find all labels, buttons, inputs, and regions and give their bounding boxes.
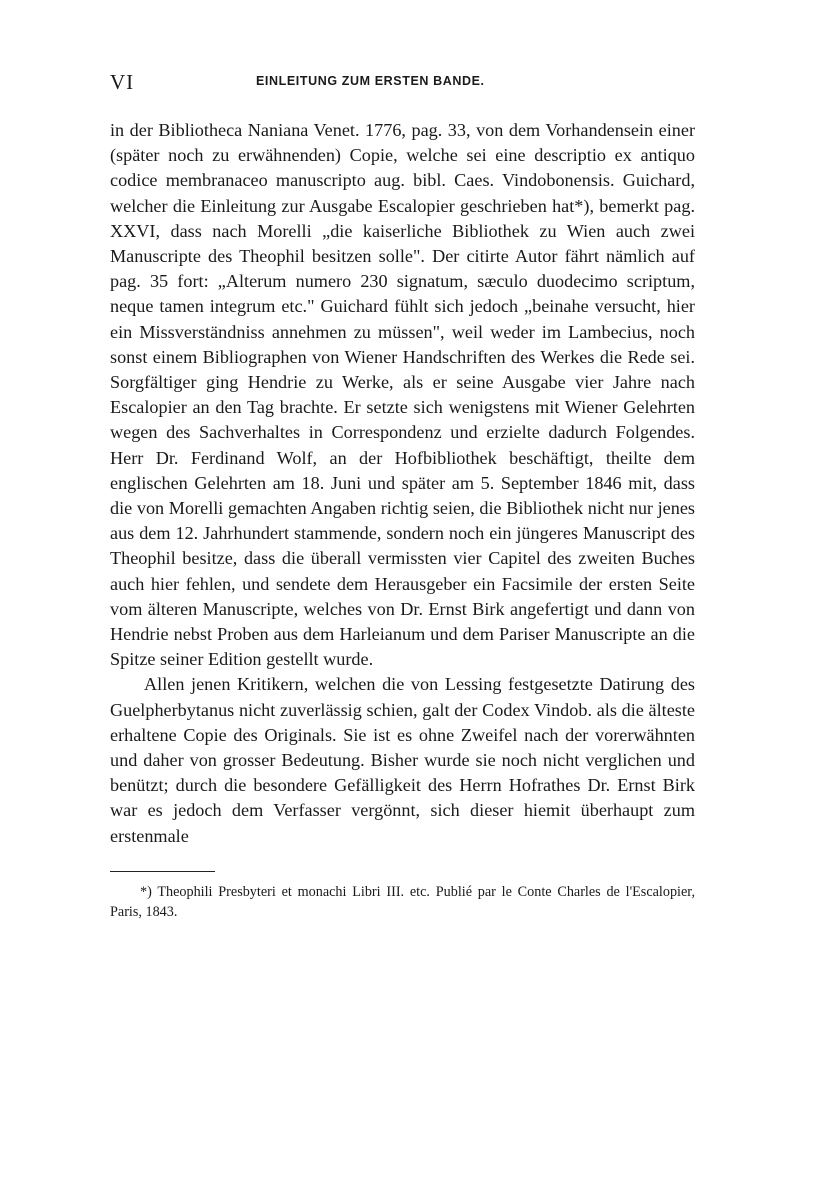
running-head: EINLEITUNG ZUM ERSTEN BANDE.: [256, 74, 485, 88]
footnote: *) Theophili Presbyteri et monachi Libri III. etc. Publié par le Conte Charles de l'Escalopier, Paris, 1843.: [110, 883, 695, 920]
page-number: VI: [110, 70, 135, 94]
paragraph-1: in der Bibliotheca Naniana Venet. 1776, pag. 33, von dem Vorhandensein einer (später noch zu erwähnenden) Copie, welche sei eine descriptio ex antiquo codice membranaceo manuscripto aug. bibl. Caes. Vindobonensis. Guichard, welcher die Einleitung zur Ausgabe Escalopier geschrieben hat*), bemerkt pag. XXVI, dass nach Morelli „die kaiserliche Bibliothek zu Wien auch zwei Manuscripte des Theophil besitzen solle". Der citirte Autor fährt nämlich auf pag. 35 fort: „Alterum numero 230 signatum, sæculo duodecimo scriptum, neque tamen integrum etc." Guichard fühlt sich jedoch „beinahe versucht, hier ein Missverständniss annehmen zu müssen", weil weder im Lambecius, noch sonst einem Bibliographen von Wiener Handschriften des Werkes die Rede sei. Sorgfältiger ging Hendrie zu Werke, als er seine Ausgabe vier Jahre nach Escalopier an den Tag brachte. Er setzte sich wenigstens mit Wiener Gelehrten wegen des Sachverhaltes in Correspondenz und erzielte dadurch Folgendes. Herr Dr. Ferdinand Wolf, an der Hofbibliothek beschäftigt, theilte dem englischen Gelehrten am 18. Juni und später am 5. September 1846 mit, dass die von Morelli gemachten Angaben richtig seien, die Bibliothek nicht nur jenes aus dem 12. Jahrhundert stammende, sondern noch ein jüngeres Manuscript des Theophil besitze, dass die überall vermissten vier Capitel des zweiten Buches auch hier fehlen, und sendete dem Herausgeber ein Facsimile der ersten Seite vom älteren Manuscripte, welches von Dr. Ernst Birk angefertigt und dann von Hendrie nebst Proben aus dem Harleianum und dem Pariser Manuscripte an die Spitze seiner Edition gestellt wurde.: [110, 120, 695, 670]
paragraph-2: Allen jenen Kritikern, welchen die von Lessing festgesetzte Datirung des Guelpherbytanus nicht zuverlässig schien, galt der Codex Vindob. als die älteste erhaltene Copie des Originals. Sie ist es ohne Zweifel nach der vorerwähnten und daher von grosser Bedeutung. Bisher wurde sie noch nicht verglichen und benützt; durch die besondere Gefälligkeit des Herrn Hofrathes Dr. Ernst Birk war es jedoch dem Verfasser vergönnt, sich dieser hiemit überhaupt zum erstenmale: [110, 674, 695, 846]
book-page: [110, 64, 695, 922]
body-text: [110, 118, 695, 849]
page-header: [110, 64, 695, 94]
footnote-divider: [110, 871, 215, 872]
